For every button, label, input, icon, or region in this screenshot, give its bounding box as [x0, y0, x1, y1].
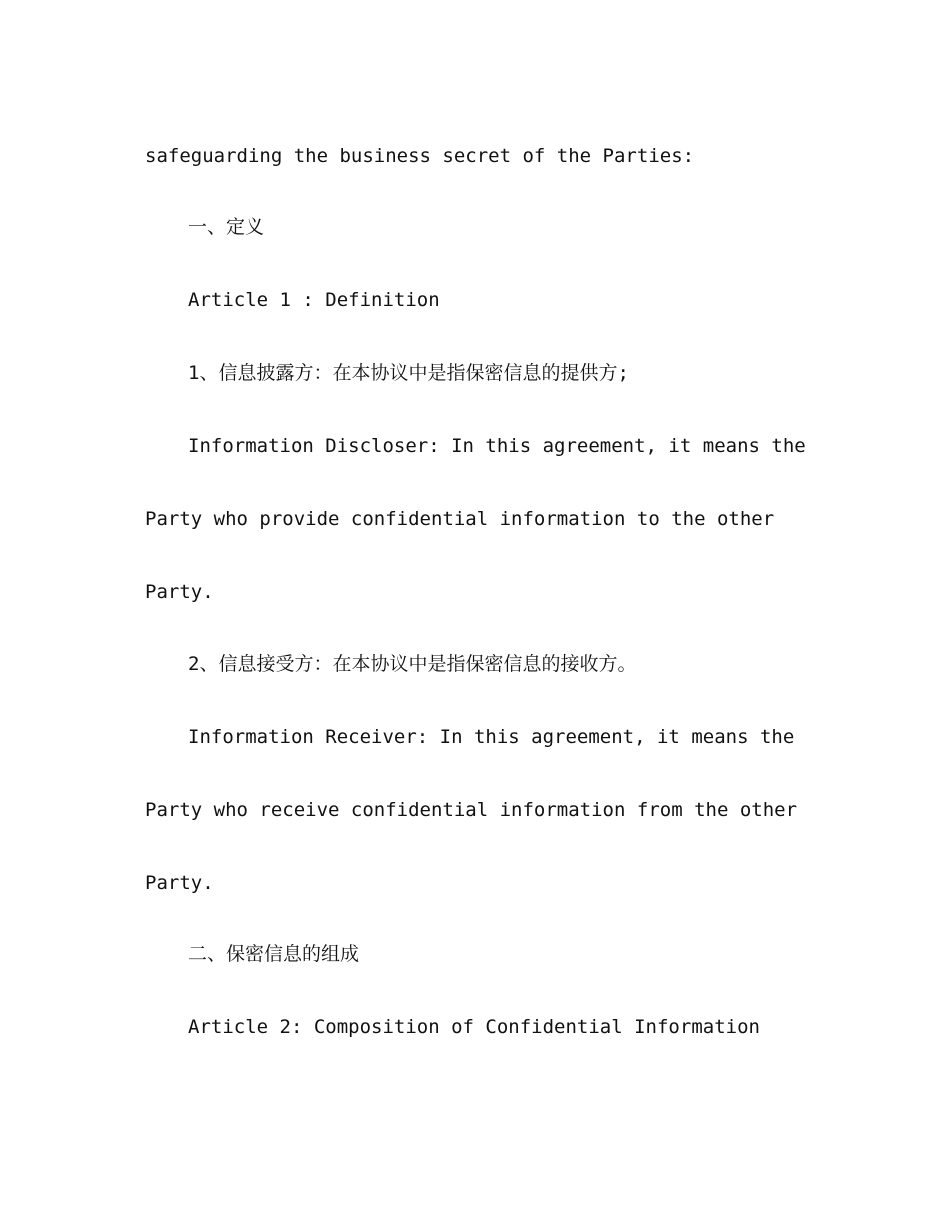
section-heading-cn: 一、定义 [188, 216, 265, 238]
clause-cn: 2、信息接受方：在本协议中是指保密信息的接收方。 [188, 653, 637, 675]
clause-en-line: Information Receiver: In this agreement, it means the [188, 726, 795, 748]
clause-en-line: Party who provide confidential information to the other [145, 508, 775, 530]
article-heading: Article 2: Composition of Confidential Information [188, 1016, 760, 1038]
clause-en-line: Party. [145, 872, 214, 894]
clause-en-line: Party. [145, 581, 214, 603]
section-heading-cn: 二、保密信息的组成 [188, 943, 360, 965]
clause-cn: 1、信息披露方：在本协议中是指保密信息的提供方; [188, 362, 629, 384]
clause-en-line: Party who receive confidential information from the other [145, 799, 798, 821]
paragraph-line: safeguarding the business secret of the Parties: [145, 145, 695, 167]
article-heading: Article 1 : Definition [188, 289, 440, 311]
clause-en-line: Information Discloser: In this agreement, it means the [188, 435, 806, 457]
